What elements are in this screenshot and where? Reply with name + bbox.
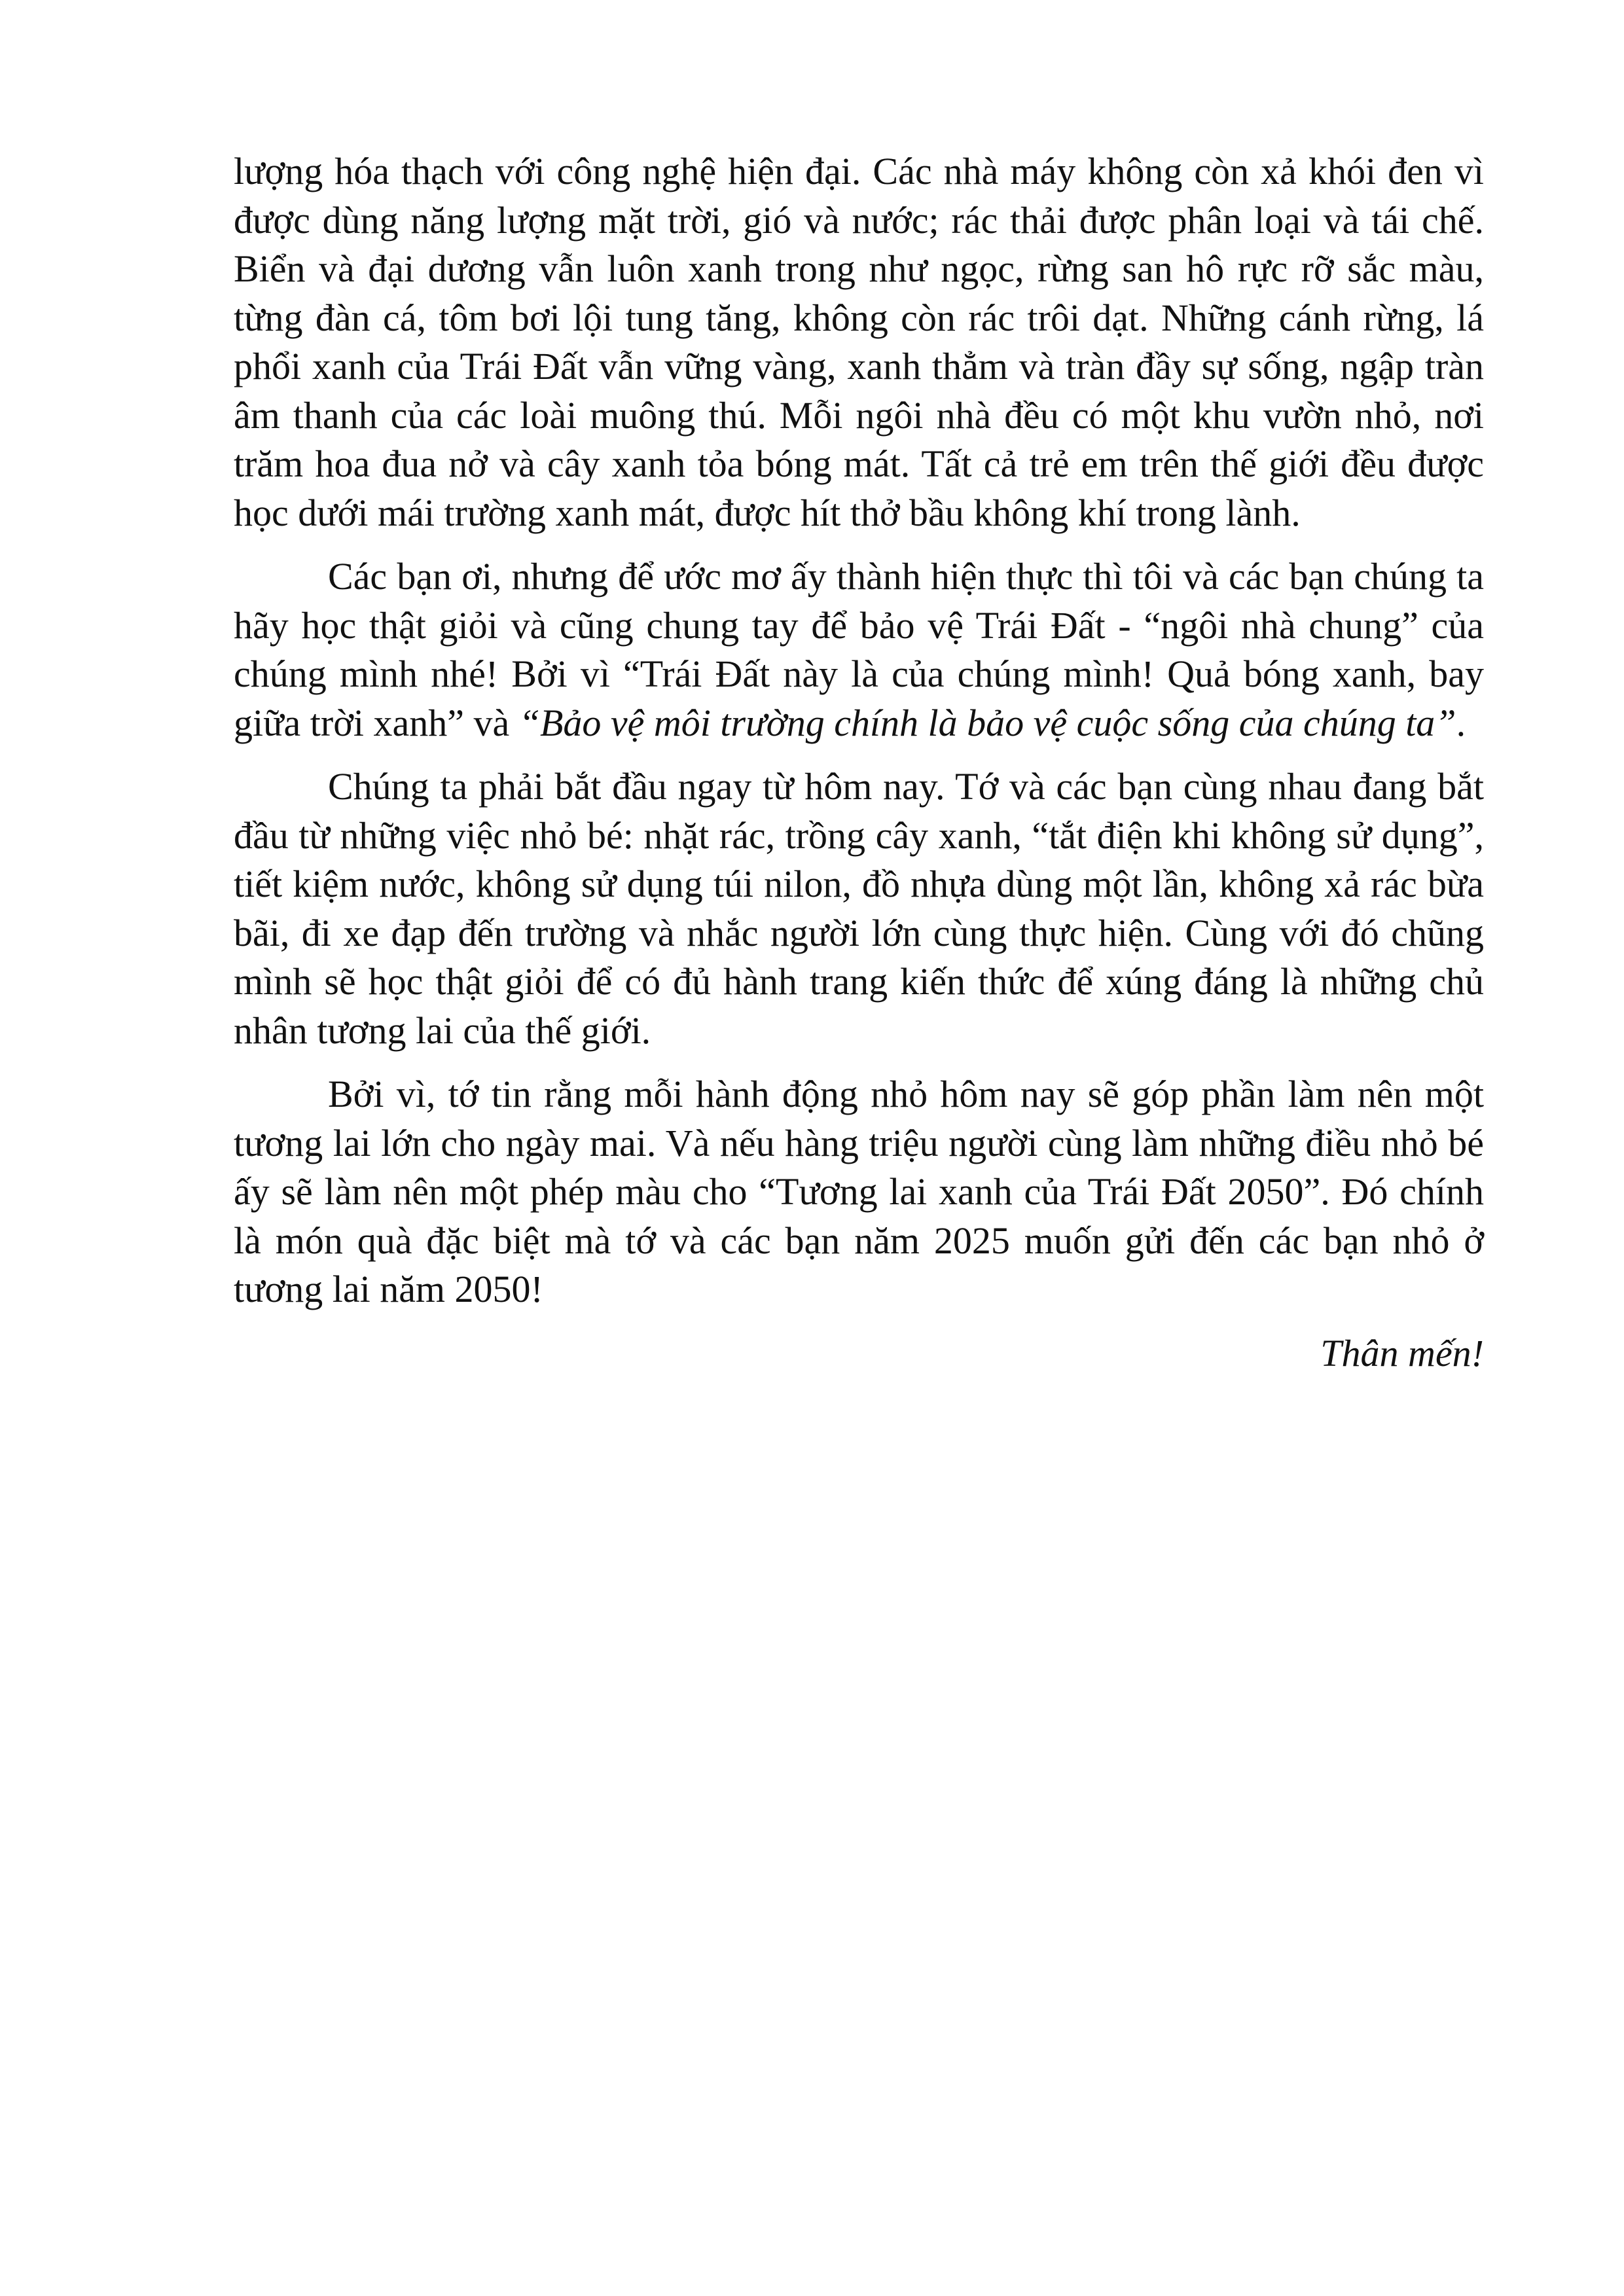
letter-page bbox=[234, 147, 1484, 1378]
paragraph-2-quote: “Bảo vệ môi trường chính là bảo vệ cuộc sống của chúng ta” bbox=[518, 701, 1456, 744]
paragraph-2-end: . bbox=[1456, 701, 1466, 744]
paragraph-1: lượng hóa thạch với công nghệ hiện đại. Các nhà máy không còn xả khói đen vì được dùng năng lượng mặt trời, gió và nước; rác thải được phân loại và tái chế. Biển và đại dương vẫn luôn xanh trong như ngọc, rừng san hô rực rỡ sắc màu, từng đàn cá, tôm bơi lội tung tăng, không còn rác trôi dạt. Những cánh rừng, lá phổi xanh của Trái Đất vẫn vững vàng, xanh thẳm và tràn đầy sự sống, ngập tràn âm thanh của các loài muông thú. Mỗi ngôi nhà đều có một khu vườn nhỏ, nơi trăm hoa đua nở và cây xanh tỏa bóng mát. Tất cả trẻ em trên thế giới đều được học dưới mái trường xanh mát, được hít thở bầu không khí trong lành. bbox=[234, 150, 1484, 534]
paragraph-4: Bởi vì, tớ tin rằng mỗi hành động nhỏ hôm nay sẽ góp phần làm nên một tương lai lớn cho ngày mai. Và nếu hàng triệu người cùng làm những điều nhỏ bé ấy sẽ làm nên một phép màu cho “Tương lai xanh của Trái Đất 2050”. Đó chính là món quà đặc biệt mà tớ và các bạn năm 2025 muốn gửi đến các bạn nhỏ ở tương lai năm 2050! bbox=[234, 1073, 1484, 1310]
paragraph-3: Chúng ta phải bắt đầu ngay từ hôm nay. Tớ và các bạn cùng nhau đang bắt đầu từ những việc nhỏ bé: nhặt rác, trồng cây xanh, “tắt điện khi không sử dụng”, tiết kiệm nước, không sử dụng túi nilon, đồ nhựa dùng một lần, không xả rác bừa bãi, đi xe đạp đến trường và nhắc người lớn cùng thực hiện. Cùng với đó chũng mình sẽ học thật giỏi để có đủ hành trang kiến thức để xúng đáng là những chủ nhân tương lai của thế giới. bbox=[234, 765, 1484, 1052]
paragraph-2 bbox=[234, 552, 1484, 747]
signoff: Thân mến! bbox=[1320, 1331, 1484, 1374]
paragraph-2-text: Các bạn ơi, nhưng để ước mơ ấy thành hiện thực thì tôi và các bạn chúng ta hãy học thật giỏi và cũng chung tay để bảo vệ Trái Đất - “ngôi nhà chung” của chúng mình nhé! Bởi vì “Trái Đất này là của chúng mình! Quả bóng xanh, bay giữa trời xanh” và bbox=[234, 555, 1484, 744]
